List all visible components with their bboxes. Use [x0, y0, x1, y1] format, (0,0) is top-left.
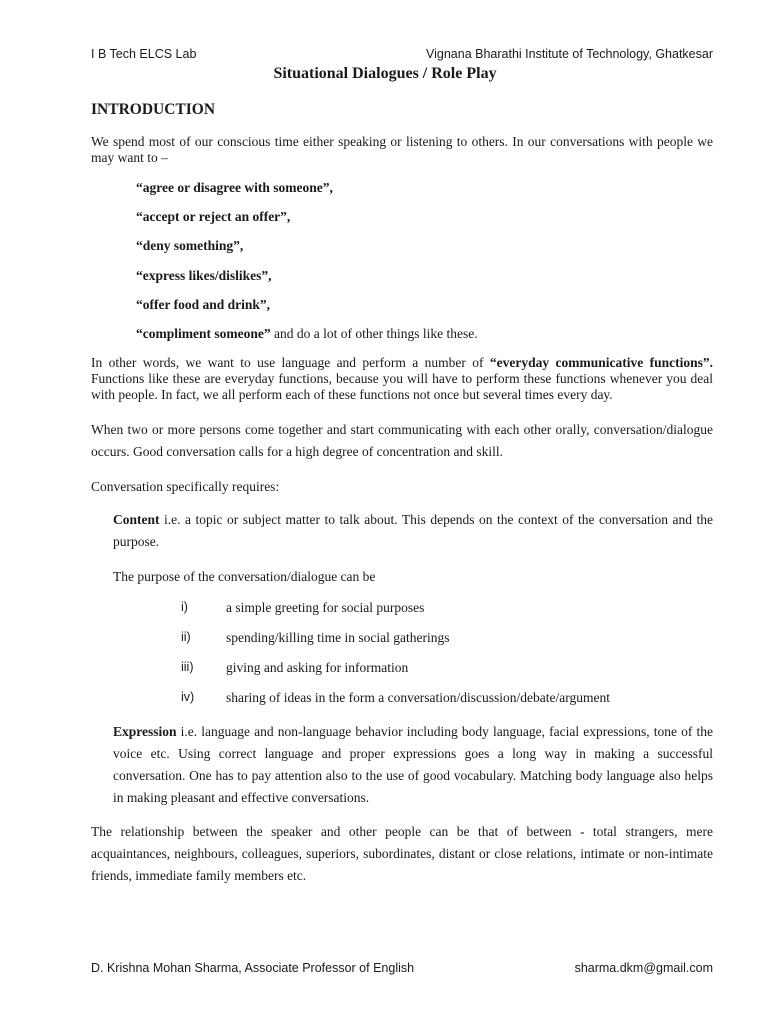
header-course: I B Tech ELCS Lab	[91, 47, 197, 61]
footer-email: sharma.dkm@gmail.com	[574, 961, 713, 975]
paragraph-relationship: The relationship between the speaker and other people can be that of between - total strangers, mere acquaintances, neighbours, colleagues, superiors, subordinates, distant or close relations, intimate or non-intimate friends, immediate family members etc.	[91, 824, 713, 883]
function-item: “express likes/dislikes”,	[136, 268, 272, 283]
paragraph-text: In other words, we want to use language and perform a number of	[91, 355, 490, 370]
page-title: Situational Dialogues / Role Play	[273, 65, 497, 82]
purpose-intro: The purpose of the conversation/dialogue can be	[113, 569, 376, 584]
purpose-number: iii)	[181, 660, 194, 674]
expression-requirement	[113, 721, 713, 809]
purpose-text: a simple greeting for social purposes	[226, 600, 425, 615]
header-institute: Vignana Bharathi Institute of Technology, Ghatkesar	[426, 47, 713, 61]
function-item: “accept or reject an offer”,	[136, 209, 291, 224]
paragraph-requires: Conversation specifically requires:	[91, 479, 280, 494]
purpose-text: giving and asking for information	[226, 660, 409, 675]
page-header	[91, 47, 713, 65]
content-term: Content	[113, 512, 160, 527]
purpose-number: i)	[181, 600, 188, 614]
function-item-last	[136, 326, 478, 342]
function-item-text: “compliment someone”	[136, 326, 271, 341]
footer-author: D. Krishna Mohan Sharma, Associate Professor of English	[91, 961, 415, 975]
section-heading-introduction: INTRODUCTION	[91, 101, 216, 118]
expression-text: i.e. language and non-language behavior including body language, facial expressions, tone of the voice etc. Using correct language and proper expressions goes a long way in making a successful conversation. One has to pay attention also to the use of good vocabulary. Matching body language also helps in making pleasant and effective conversations.	[113, 724, 713, 805]
function-item: “offer food and drink”,	[136, 297, 271, 312]
expression-term: Expression	[113, 724, 177, 739]
content-requirement	[113, 509, 713, 553]
paragraph-communicative-functions	[91, 355, 713, 403]
intro-paragraph: We spend most of our conscious time either speaking or listening to others. In our conversations with people we may want to –	[91, 134, 713, 165]
paragraph-text: Functions like these are everyday functions, because you will have to perform these functions whenever you deal with people. In fact, we all perform each of these functions not once but several times every day.	[91, 371, 713, 402]
function-item-tail: and do a lot of other things like these.	[270, 326, 478, 341]
content-text: i.e. a topic or subject matter to talk about. This depends on the context of the conversation and the purpose.	[113, 512, 713, 549]
page-footer	[91, 961, 713, 979]
purpose-number: iv)	[181, 690, 195, 704]
paragraph-conversation: When two or more persons come together and start communicating with each other orally, conversation/dialogue occurs. Good conversation calls for a high degree of concentration and skill.	[91, 422, 713, 459]
function-item: “agree or disagree with someone”,	[136, 180, 333, 195]
function-item: “deny something”,	[136, 238, 244, 253]
purpose-text: sharing of ideas in the form a conversation/discussion/debate/argument	[226, 690, 611, 705]
purpose-number: ii)	[181, 630, 191, 644]
purpose-text: spending/killing time in social gatherings	[226, 630, 450, 645]
paragraph-emphasis: “everyday communicative functions”.	[489, 355, 713, 370]
